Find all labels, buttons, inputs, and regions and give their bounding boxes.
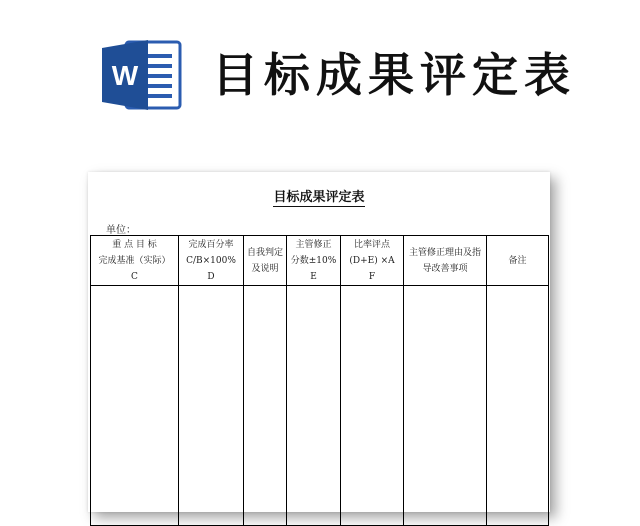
column-header-ratio-score: 比率评点 (D+E) ×A F [341, 236, 404, 286]
table-cell[interactable] [404, 286, 487, 526]
banner-title: 目标成果评定表 [212, 48, 576, 102]
table-cell[interactable] [287, 286, 341, 526]
column-header-completion-rate: 完成百分率 C/B×100% D [179, 236, 244, 286]
document-sheet [88, 172, 550, 512]
table-cell[interactable] [341, 286, 404, 526]
table-cell[interactable] [91, 286, 179, 526]
assessment-table [90, 235, 549, 526]
column-header-self-assessment: 自我判定 及说明 [244, 236, 287, 286]
table-header-row [91, 236, 549, 286]
svg-text:W: W [111, 60, 139, 91]
table-cell[interactable] [244, 286, 287, 526]
table-cell[interactable] [487, 286, 549, 526]
table-cell[interactable] [179, 286, 244, 526]
column-header-remarks: 备注 [487, 236, 549, 286]
table-row [91, 286, 549, 526]
column-header-target-baseline: 重 点 目 标 完成基准（实际） C [91, 236, 179, 286]
column-header-supervisor-reason: 主管修正理由及指 导改善事项 [404, 236, 487, 286]
document-title: 目标成果评定表 [273, 190, 365, 205]
word-icon [100, 38, 182, 112]
unit-label: 单位： [106, 225, 136, 236]
column-header-supervisor-adjustment: 主管修正 分数±10% E [287, 236, 341, 286]
